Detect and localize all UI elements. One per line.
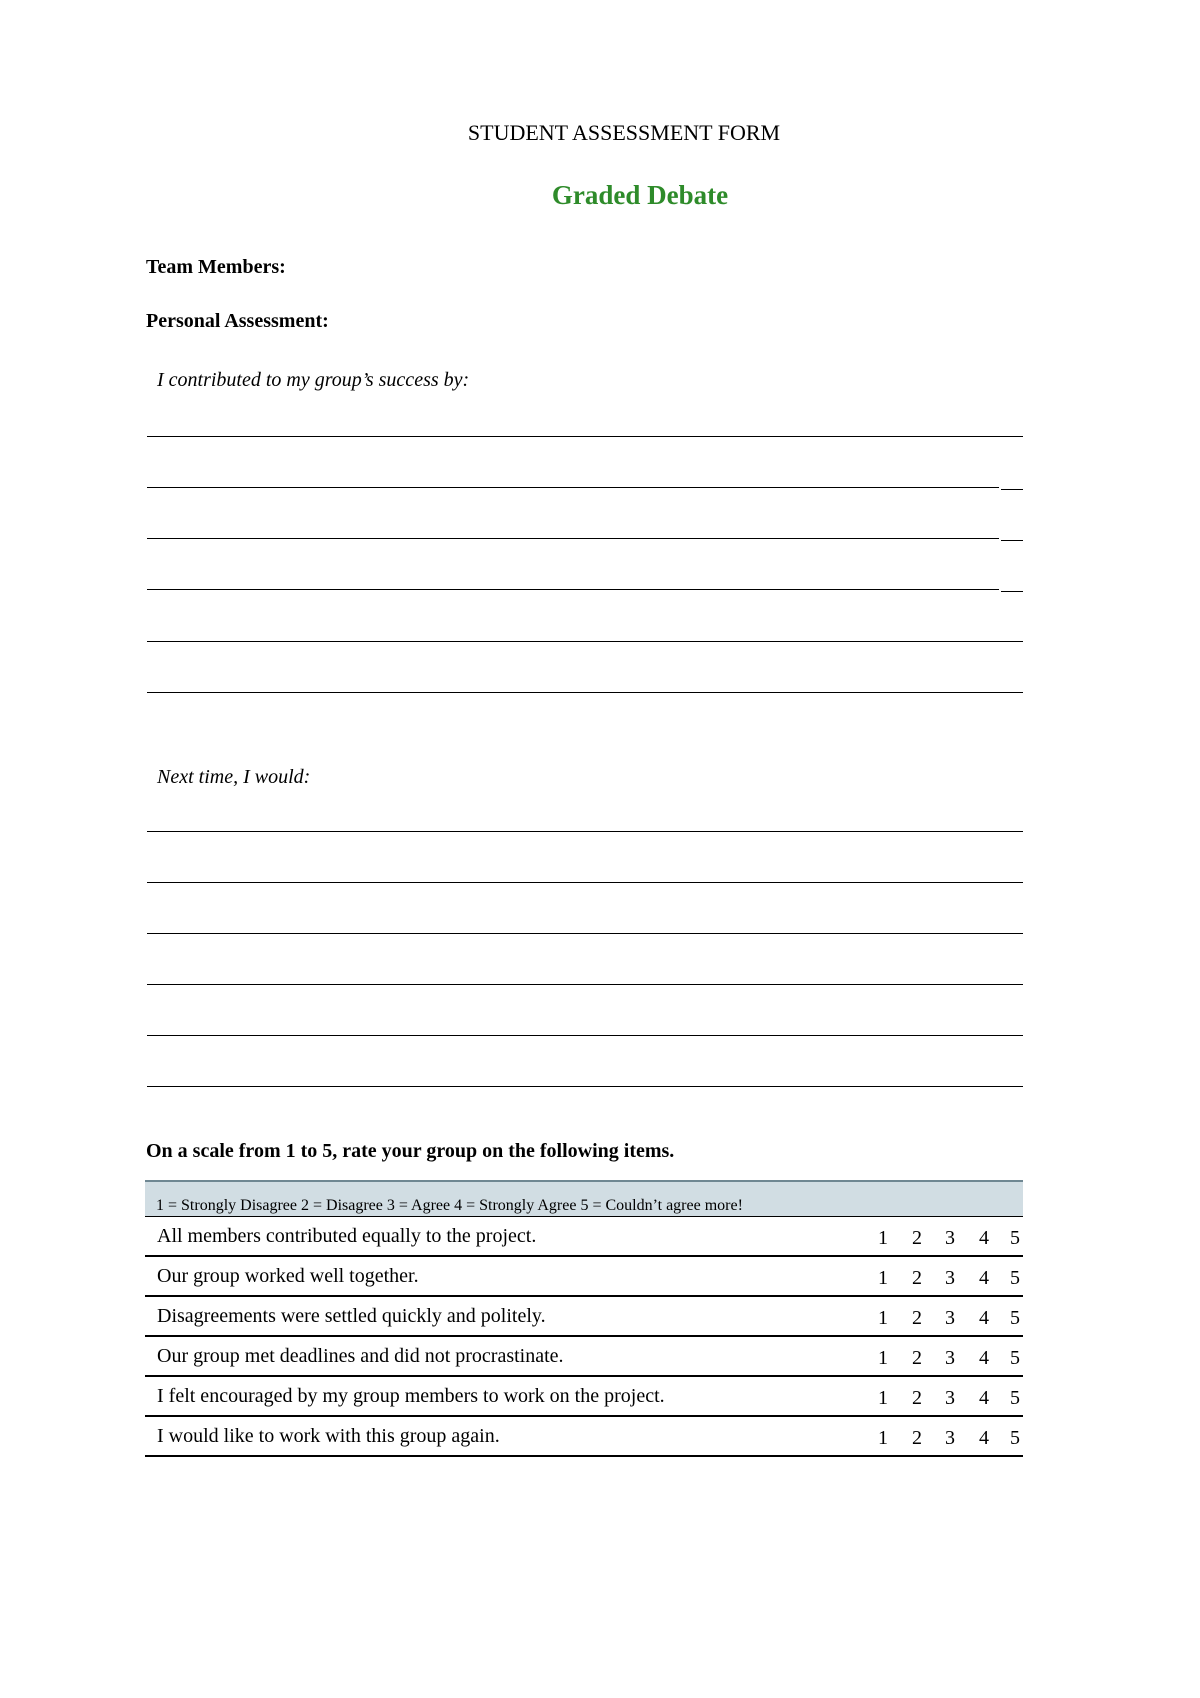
rating-options — [873, 1307, 1023, 1331]
rating-option-4[interactable]: 4 — [979, 1347, 989, 1369]
contribution-line-2[interactable] — [147, 487, 999, 488]
rating-option-2[interactable]: 2 — [912, 1267, 922, 1289]
contribution-line-3[interactable] — [147, 538, 999, 539]
contribution-line-3-tail — [1001, 540, 1023, 541]
rating-option-5[interactable]: 5 — [1010, 1227, 1020, 1249]
rating-option-5[interactable]: 5 — [1010, 1427, 1020, 1449]
rating-table — [145, 1180, 1023, 1457]
next-time-line-1[interactable] — [147, 831, 1023, 832]
rating-item-text: I felt encouraged by my group members to work on the project. — [157, 1385, 665, 1407]
contribution-line-2-tail — [1001, 489, 1023, 490]
next-time-line-4[interactable] — [147, 984, 1023, 985]
next-time-line-6[interactable] — [147, 1086, 1023, 1087]
rating-option-3[interactable]: 3 — [945, 1347, 955, 1369]
next-time-line-5[interactable] — [147, 1035, 1023, 1036]
rating-option-3[interactable]: 3 — [945, 1227, 955, 1249]
next-time-line-2[interactable] — [147, 882, 1023, 883]
rating-options — [873, 1347, 1023, 1371]
contribution-line-4-tail — [1001, 591, 1023, 592]
contribution-line-1[interactable] — [147, 436, 1023, 437]
contribution-line-6[interactable] — [147, 692, 1023, 693]
rating-options — [873, 1387, 1023, 1411]
rating-option-5[interactable]: 5 — [1010, 1347, 1020, 1369]
rating-option-2[interactable]: 2 — [912, 1427, 922, 1449]
rating-option-3[interactable]: 3 — [945, 1427, 955, 1449]
rating-option-1[interactable]: 1 — [878, 1307, 888, 1329]
rating-row — [145, 1377, 1023, 1417]
contribution-line-5[interactable] — [147, 641, 1023, 642]
rating-option-5[interactable]: 5 — [1010, 1307, 1020, 1329]
team-members-label: Team Members: — [146, 256, 286, 278]
next-time-prompt: Next time, I would: — [157, 766, 311, 788]
rating-options — [873, 1267, 1023, 1291]
rating-option-4[interactable]: 4 — [979, 1267, 989, 1289]
rating-option-3[interactable]: 3 — [945, 1307, 955, 1329]
rating-option-3[interactable]: 3 — [945, 1267, 955, 1289]
rating-item-text: Our group worked well together. — [157, 1265, 419, 1287]
rating-option-1[interactable]: 1 — [878, 1427, 888, 1449]
rating-option-1[interactable]: 1 — [878, 1267, 888, 1289]
rating-option-2[interactable]: 2 — [912, 1307, 922, 1329]
next-time-line-3[interactable] — [147, 933, 1023, 934]
rating-option-5[interactable]: 5 — [1010, 1387, 1020, 1409]
rating-row — [145, 1337, 1023, 1377]
rating-option-4[interactable]: 4 — [979, 1387, 989, 1409]
rating-option-5[interactable]: 5 — [1010, 1267, 1020, 1289]
rating-row — [145, 1297, 1023, 1337]
scale-heading: On a scale from 1 to 5, rate your group on the following items. — [146, 1140, 675, 1162]
rating-option-1[interactable]: 1 — [878, 1387, 888, 1409]
rating-item-text: Disagreements were settled quickly and politely. — [157, 1305, 546, 1327]
rating-option-2[interactable]: 2 — [912, 1347, 922, 1369]
rating-row — [145, 1217, 1023, 1257]
rating-option-2[interactable]: 2 — [912, 1387, 922, 1409]
rating-option-1[interactable]: 1 — [878, 1227, 888, 1249]
rating-option-2[interactable]: 2 — [912, 1227, 922, 1249]
personal-assessment-label: Personal Assessment: — [146, 310, 329, 332]
rating-row — [145, 1417, 1023, 1457]
contribution-prompt: I contributed to my group’s success by: — [157, 369, 470, 391]
rating-row — [145, 1257, 1023, 1297]
rating-option-3[interactable]: 3 — [945, 1387, 955, 1409]
rating-option-4[interactable]: 4 — [979, 1427, 989, 1449]
page-subtitle: Graded Debate — [551, 180, 729, 210]
rating-options — [873, 1227, 1023, 1251]
rating-option-1[interactable]: 1 — [878, 1347, 888, 1369]
rating-item-text: All members contributed equally to the project. — [157, 1225, 537, 1247]
page-title: STUDENT ASSESSMENT FORM — [467, 120, 781, 145]
contribution-line-4[interactable] — [147, 589, 999, 590]
rating-options — [873, 1427, 1023, 1451]
rating-option-4[interactable]: 4 — [979, 1307, 989, 1329]
rating-item-text: I would like to work with this group again. — [157, 1425, 500, 1447]
scale-legend: 1 = Strongly Disagree 2 = Disagree 3 = Agree 4 = Strongly Agree 5 = Couldn’t agree more! — [145, 1180, 1023, 1217]
rating-item-text: Our group met deadlines and did not procrastinate. — [157, 1345, 564, 1367]
rating-option-4[interactable]: 4 — [979, 1227, 989, 1249]
